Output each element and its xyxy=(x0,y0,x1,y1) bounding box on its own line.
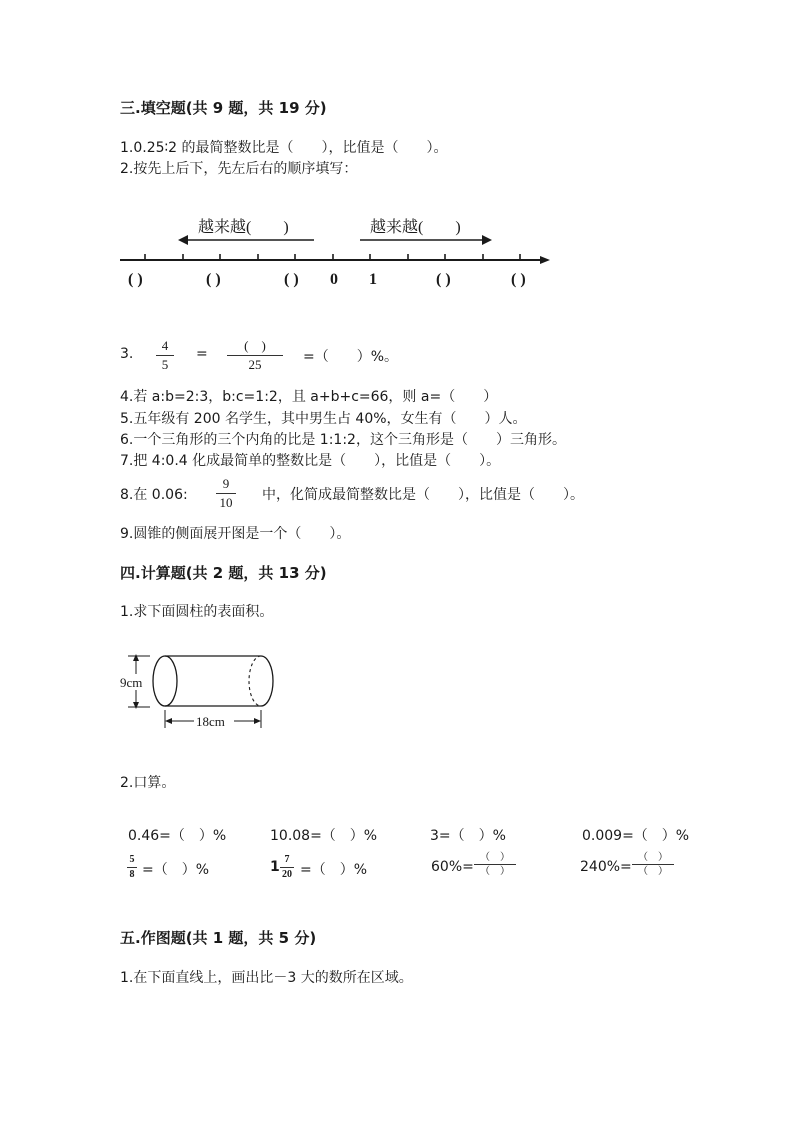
calc-question-1: 1.求下面圆柱的表面积。 xyxy=(120,604,274,620)
question-1: 1.0.25∶2 的最简整数比是（ ），比值是（ ）。 xyxy=(120,140,448,156)
section4-title: 四.计算题(共 2 题，共 13 分) xyxy=(120,564,327,582)
blank-5: ( ) xyxy=(511,271,526,288)
cylinder-front-face xyxy=(153,656,177,706)
one-label: 1 xyxy=(369,271,377,288)
mental-8-denominator: （ ） xyxy=(638,866,668,877)
mental-2: 10.08=（ ）% xyxy=(270,828,378,844)
mental-7-numerator: （ ） xyxy=(480,852,510,863)
q3-f2-numerator: ( ) xyxy=(244,338,266,353)
mental-6-fraction xyxy=(280,854,294,881)
question-8-suffix: 中，化简成最简整数比是（ ），比值是（ ）。 xyxy=(262,487,584,503)
section3-title: 三.填空题(共 9 题，共 19 分) xyxy=(120,99,327,117)
question-4: 4.若 a:b=2:3，b:c=1:2，且 a+b+c=66，则 a=（ ） xyxy=(120,389,498,405)
q3-equals: = xyxy=(196,346,208,362)
left-arrow-head xyxy=(178,235,188,245)
q8-denominator: 10 xyxy=(219,495,233,510)
blank-4: ( ) xyxy=(436,271,451,288)
mental-5-denominator: 8 xyxy=(129,869,135,880)
mental-7-denominator: （ ） xyxy=(480,866,510,877)
drawing-question-1: 1.在下面直线上，画出比－3 大的数所在区域。 xyxy=(120,970,413,986)
q8-fraction-9-10 xyxy=(216,476,236,511)
length-label: 18cm xyxy=(196,714,225,729)
mental-7-prefix: 60%= xyxy=(431,859,474,875)
section5-title: 五.作图题(共 1 题，共 5 分) xyxy=(120,929,317,947)
q3-percent-blank: =（ ）%。 xyxy=(303,349,399,365)
mental-6-rest: =（ ）% xyxy=(300,862,368,878)
q3-f1-numerator: 4 xyxy=(161,338,169,353)
axis-arrow-head xyxy=(540,256,550,264)
blank-1: ( ) xyxy=(128,271,143,288)
right-arrow-head xyxy=(482,235,492,245)
q3-fraction-4-5 xyxy=(156,338,174,373)
mental-5-fraction xyxy=(127,854,137,881)
left-arrow-label: 越来越( ) xyxy=(198,219,289,236)
mental-8-numerator: （ ） xyxy=(638,852,668,863)
mental-3: 3=（ ）% xyxy=(430,828,506,844)
q3-f1-denominator: 5 xyxy=(161,357,169,372)
question-9: 9.圆锥的侧面展开图是一个（ ）。 xyxy=(120,526,351,542)
question-7: 7.把 4:0.4 化成最简单的整数比是（ ），比值是（ ）。 xyxy=(120,453,501,469)
q8-numerator: 9 xyxy=(222,476,230,491)
mental-6-whole: 1 xyxy=(270,859,280,875)
mental-8-prefix: 240%= xyxy=(580,859,632,875)
mental-7-fraction xyxy=(474,852,516,877)
mental-4: 0.009=（ ）% xyxy=(582,828,690,844)
question-2: 2.按先上后下，先左后右的顺序填写： xyxy=(120,161,358,177)
mental-6-denominator: 20 xyxy=(282,869,292,880)
blank-2: ( ) xyxy=(206,271,221,288)
height-label: 9cm xyxy=(120,675,143,690)
zero-label: 0 xyxy=(330,271,338,288)
question-3-number: 3. xyxy=(120,346,134,362)
question-8-prefix: 8.在 0.06: xyxy=(120,487,188,503)
mental-1: 0.46=（ ）% xyxy=(128,828,227,844)
mental-8-fraction xyxy=(632,852,674,877)
right-arrow-label: 越来越( ) xyxy=(370,219,461,236)
q3-fraction-blank-25 xyxy=(227,338,283,373)
mental-5-rest: =（ ）% xyxy=(142,862,210,878)
blank-3: ( ) xyxy=(284,271,299,288)
mental-5-numerator: 5 xyxy=(129,854,135,865)
calc-question-2: 2.口算。 xyxy=(120,775,176,791)
mental-6-numerator: 7 xyxy=(284,854,290,865)
question-5: 5.五年级有 200 名学生，其中男生占 40%，女生有（ ）人。 xyxy=(120,411,527,427)
question-6: 6.一个三角形的三个内角的比是 1:1:2，这个三角形是（ ）三角形。 xyxy=(120,432,566,448)
number-line-figure xyxy=(118,208,558,298)
cylinder-figure xyxy=(118,648,283,734)
q3-f2-denominator: 25 xyxy=(248,357,262,372)
